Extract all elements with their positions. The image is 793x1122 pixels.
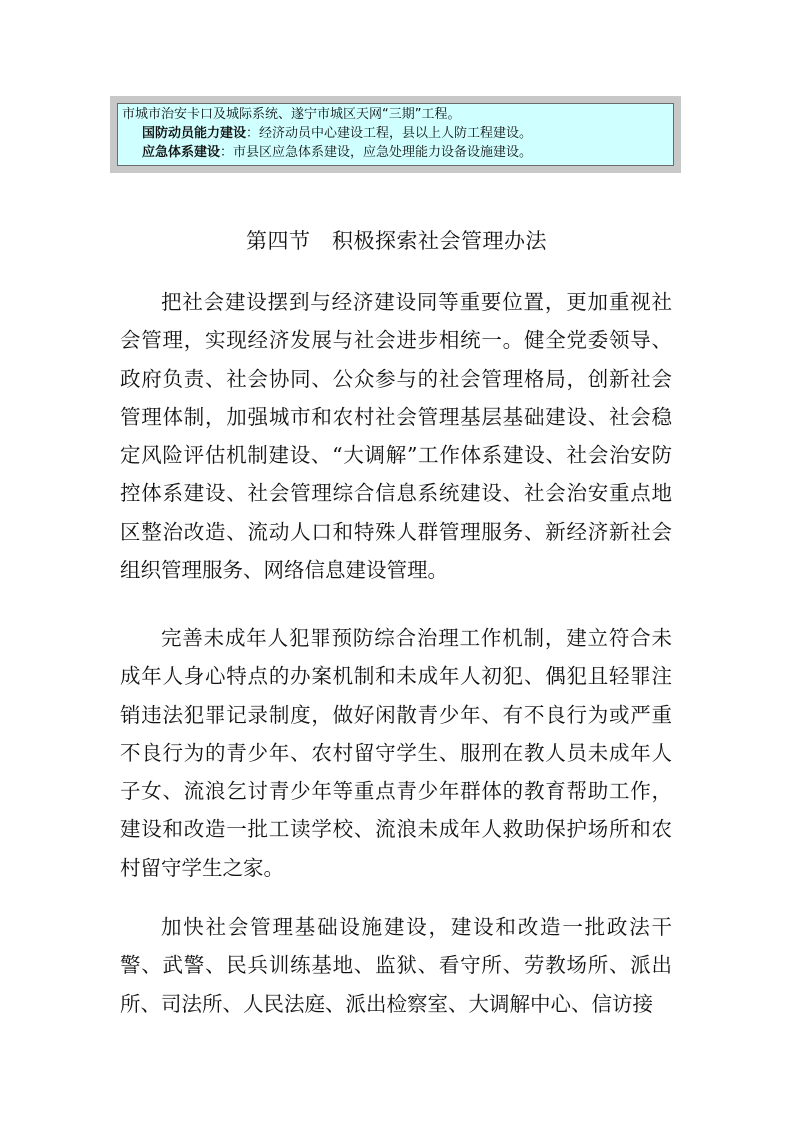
section-title: 第四节 积极探索社会管理办法 [246,229,547,253]
paragraph-2: 完善未成年人犯罪预防综合治理工作机制，建立符合未成年人身心特点的办案机制和未成年人初犯、偶犯且轻罪注销违法犯罪记录制度，做好闲散青少年、有不良行为或严重不良行为的青少年、农村留守学生、服刑在教人员未成年人子女、流浪乞讨青少年等重点青少年群体的教育帮助工作，建设和改造一批工读学校、流浪未成年人救助保护场所和农村留守学生之家。 [120,626,672,880]
notice-line-2 [122,124,669,143]
notice-line-2-text: ：经济动员中心建设工程，县以上人防工程建设。 [246,126,533,141]
notice-box-content [117,103,674,166]
notice-line-2-label: 国防动员能力建设 [142,126,247,141]
notice-box [110,96,681,173]
paragraph-3: 加快社会管理基础设施建设，建设和改造一批政法干警、武警、民兵训练基地、监狱、看守所、劳教场所、派出所、司法所、人民法庭、派出检察室、大调解中心、信访接 [120,915,672,1016]
notice-line-3-label: 应急体系建设 [142,145,221,160]
notice-line-3-text: ：市县区应急体系建设，应急处理能力设备设施建设。 [220,145,533,160]
notice-line-1: 市城市治安卡口及城际系统、遂宁市城区天网“三期”工程。 [122,107,461,122]
paragraph-1: 把社会建设摆到与经济建设同等重要位置，更加重视社会管理，实现经济发展与社会进步相统一。健全党委领导、政府负责、社会协同、公众参与的社会管理格局，创新社会管理体制，加强城市和农村社会管理基层基础建设、社会稳定风险评估机制建设、“大调解”工作体系建设、社会治安防控体系建设、社会管理综合信息系统建设、社会治安重点地区整治改造、流动人口和特殊人群管理服务、新经济新社会组织管理服务、网络信息建设管理。 [120,290,672,583]
notice-line-3 [122,143,669,162]
